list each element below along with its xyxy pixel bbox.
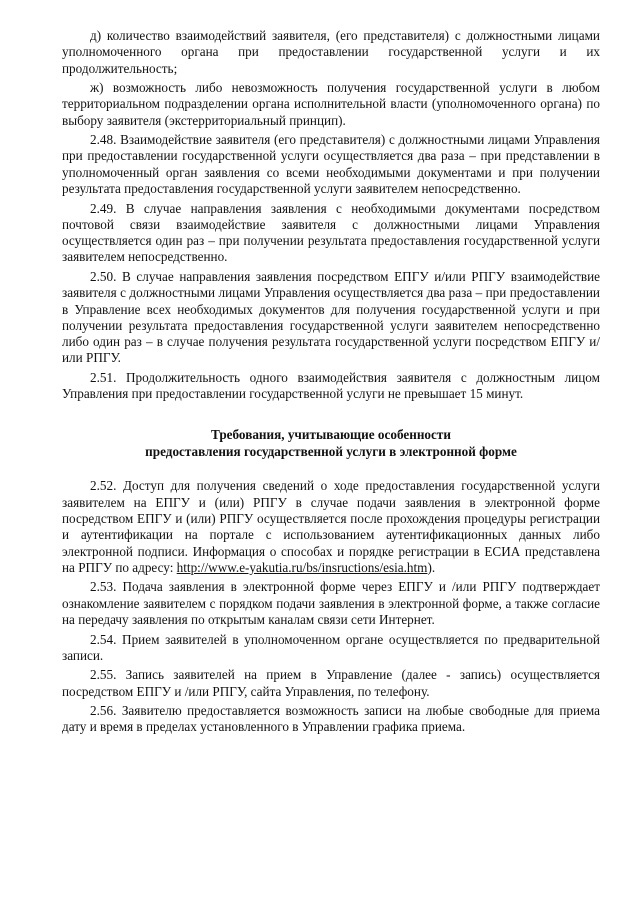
paragraph-item-d: д) количество взаимодействий заявителя, (его представителя) с должностными лицами уполномоченного органа при предоставлении государственной услуги и их продолжительность; (62, 28, 600, 76)
paragraph-2-52 (62, 478, 600, 576)
paragraph-2-48: 2.48. Взаимодействие заявителя (его представителя) с должностными лицами Управления при предоставлении государственной услуги осуществляется два раза – при представлении в уполномоченный орган заявления со всеми необходимыми документами и при получении результата предоставления государственной услуги заявителем непосредственно. (62, 132, 600, 197)
paragraph-2-49: 2.49. В случае направления заявления с необходимыми документами посредством почтовой связи взаимодействие заявителя с должностными лицами Управления осуществляется один раз – при получении результата предоставления государственной услуги заявителем непосредственно. (62, 200, 600, 265)
esia-instructions-link[interactable]: http://www.e-yakutia.ru/bs/insructions/esia.htm (176, 559, 428, 575)
paragraph-2-53: 2.53. Подача заявления в электронной форме через ЕПГУ и /или РПГУ подтверждает ознакомление заявителем с порядком подачи заявления в электронной форме, а также согласие на передачу заявления по открытым каналам связи сети Интернет. (62, 579, 600, 628)
paragraph-2-55: 2.55. Запись заявителей на прием в Управление (далее - запись) осуществляется посредством ЕПГУ и /или РПГУ, сайта Управления, по телефону. (62, 667, 600, 699)
section-heading (62, 426, 600, 460)
paragraph-2-56: 2.56. Заявителю предоставляется возможность записи на любые свободные для приема дату и время в пределах установленного в Управлении графика приема. (62, 703, 600, 735)
paragraph-2-54: 2.54. Прием заявителей в уполномоченном органе осуществляется по предварительной записи. (62, 631, 600, 663)
section-heading-line-2: предоставления государственной услуги в электронной форме (145, 444, 517, 460)
paragraph-2-50: 2.50. В случае направления заявления посредством ЕПГУ и/или РПГУ взаимодействие заявителя с должностными лицами Управления осуществляется два раза – при предоставлении в Управление всех необходимых документов для получения государственной услуги и при получении результата предоставления государственной услуги заявителем непосредственно либо один раз – в случае получения результата государственной услуги посредством ЕПГУ и/или РПГУ. (62, 268, 600, 366)
paragraph-item-zh: ж) возможность либо невозможность получения государственной услуги в любом территориальном подразделении органа исполнительной власти (уполномоченного органа) по выбору заявителя (экстерриториальный принцип). (62, 80, 600, 128)
paragraph-2-51: 2.51. Продолжительность одного взаимодействия заявителя с должностным лицом Управления при предоставлении государственной услуги не превышает 15 минут. (62, 369, 600, 402)
paragraph-2-52-tail: ). (427, 559, 436, 575)
section-heading-line-1: Требования, учитывающие особенности (211, 427, 451, 443)
paragraph-2-52-text: 2.52. Доступ для получения сведений о ходе предоставления государственной услуги заявителем на ЕПГУ и (или) РПГУ в случае подачи заявления в электронной форме посредством ЕПГУ и (или) РПГУ осуществляется после прохождения процедуры регистрации и аутентификации на портале с использованием аутентификационных данных либо электронной подписи. Информация о способах и порядке регистрации в ЕСИА представлена на РПГУ по адресу: (62, 478, 600, 575)
document-page (62, 28, 600, 739)
